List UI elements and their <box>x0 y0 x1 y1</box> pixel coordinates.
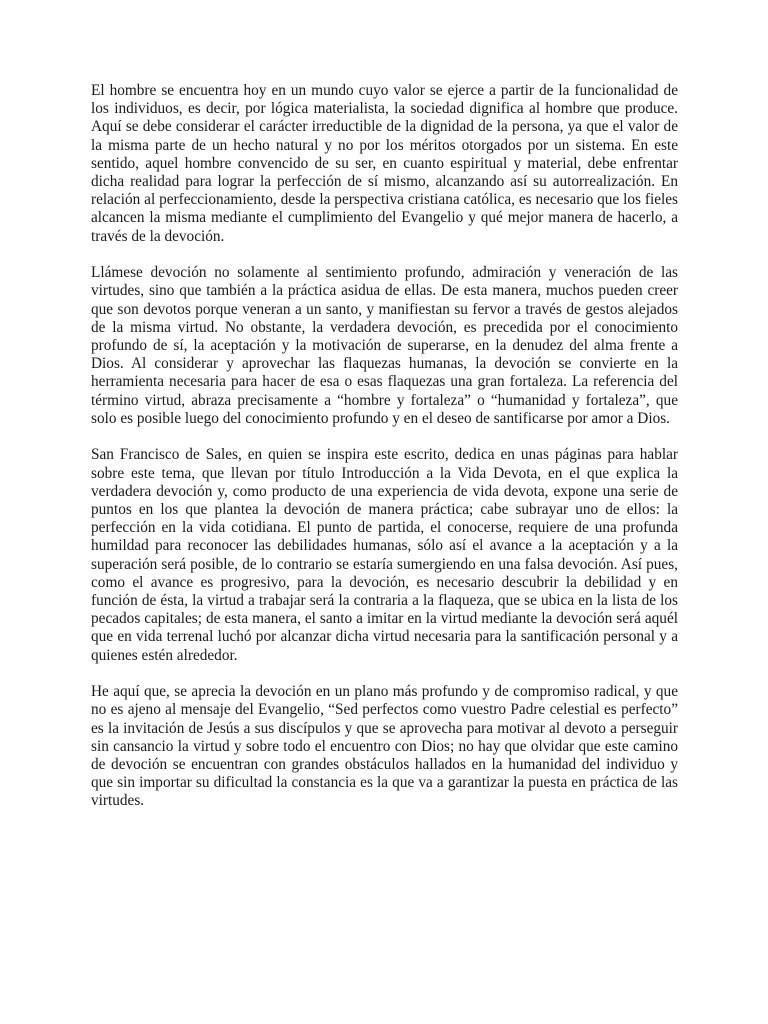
document-body <box>91 82 678 811</box>
paragraph-1: El hombre se encuentra hoy en un mundo cuyo valor se ejerce a partir de la funcionalidad de los individuos, es decir, por lógica materialista, la sociedad dignifica al hombre que produce. Aquí se debe considerar el carácter irreductible de la dignidad de la persona, ya que el valor de la misma parte de un hecho natural y no por los méritos otorgados por un sistema. En este sentido, aquel hombre convencido de su ser, en cuanto espiritual y material, debe enfrentar dicha realidad para lograr la perfección de sí mismo, alcanzando así su autorrealización. En relación al perfeccionamiento, desde la perspectiva cristiana católica, es necesario que los fieles alcancen la misma mediante el cumplimiento del Evangelio y qué mejor manera de hacerlo, a través de la devoción. <box>91 82 678 245</box>
paragraph-3: San Francisco de Sales, en quien se inspira este escrito, dedica en unas páginas para hablar sobre este tema, que llevan por título Introducción a la Vida Devota, en el que explica la verdadera devoción y, como producto de una experiencia de vida devota, expone una serie de puntos en los que plantea la devoción de manera práctica; cabe subrayar uno de ellos: la perfección en la vida cotidiana. El punto de partida, el conocerse, requiere de una profunda humildad para reconocer las debilidades humanas, sólo así el avance a la aceptación y a la superación será posible, de lo contrario se estaría sumergiendo en una falsa devoción. Así pues, como el avance es progresivo, para la devoción, es necesario descubrir la debilidad y en función de ésta, la virtud a trabajar será la contraria a la flaqueza, que se ubica en la lista de los pecados capitales; de esta manera, el santo a imitar en la virtud mediante la devoción será aquél que en vida terrenal luchó por alcanzar dicha virtud necesaria para la santificación personal y a quienes estén alrededor. <box>91 446 678 664</box>
paragraph-2: Llámese devoción no solamente al sentimiento profundo, admiración y veneración de las virtudes, sino que también a la práctica asidua de ellas. De esta manera, muchos pueden creer que son devotos porque veneran a un santo, y manifiestan su fervor a través de gestos alejados de la misma virtud. No obstante, la verdadera devoción, es precedida por el conocimiento profundo de sí, la aceptación y la motivación de superarse, en la denudez del alma frente a Dios. Al considerar y aprovechar las flaquezas humanas, la devoción se convierte en la herramienta necesaria para hacer de esa o esas flaquezas una gran fortaleza. La referencia del término virtud, abraza precisamente a “hombre y fortaleza” o “humanidad y fortaleza”, que solo es posible luego del conocimiento profundo y en el deseo de santificarse por amor a Dios. <box>91 264 678 427</box>
paragraph-4: He aquí que, se aprecia la devoción en un plano más profundo y de compromiso radical, y que no es ajeno al mensaje del Evangelio, “Sed perfectos como vuestro Padre celestial es perfecto” es la invitación de Jesús a sus discípulos y que se aprovecha para motivar al devoto a perseguir sin cansancio la virtud y sobre todo el encuentro con Dios; no hay que olvidar que este camino de devoción se encuentran con grandes obstáculos hallados en la humanidad del individuo y que sin importar su dificultad la constancia es la que va a garantizar la puesta en práctica de las virtudes. <box>91 683 678 810</box>
